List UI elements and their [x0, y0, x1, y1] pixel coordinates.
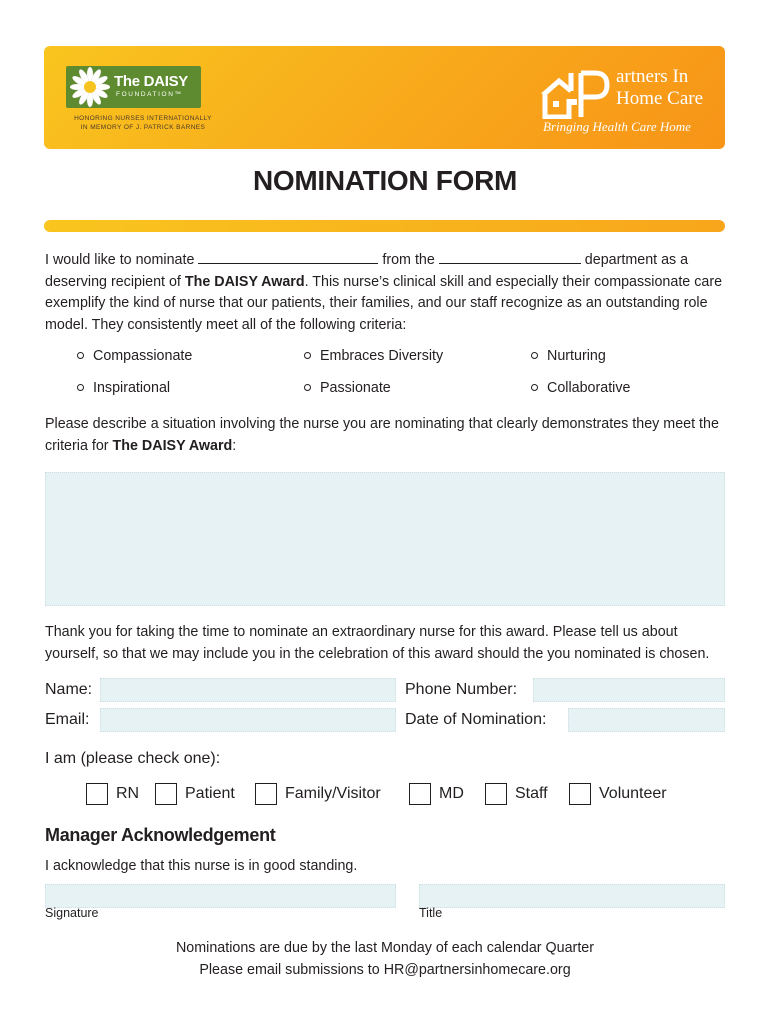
daisy-flower-icon [70, 67, 110, 107]
bullet-icon [531, 352, 538, 359]
intro-line2-suffix: . This nurse’s clinical skill and especially their compassionate care [304, 273, 723, 290]
role-label: Patient [185, 785, 235, 802]
criteria-label: Nurturing [547, 348, 606, 364]
criteria-label: Compassionate [93, 348, 193, 364]
title-field[interactable] [419, 884, 725, 908]
intro-text-1: I would like to nominate [45, 252, 195, 268]
daisy-logo-sub: FOUNDATION™ [116, 91, 183, 98]
thanks-paragraph [45, 622, 735, 665]
role-label: Volunteer [599, 785, 667, 802]
criteria-item [304, 380, 391, 396]
bullet-icon [77, 384, 84, 391]
name-label: Name: [45, 681, 93, 698]
manager-heading: Manager Acknowledgement [45, 825, 276, 845]
intro-line2 [45, 272, 735, 294]
criteria-item [77, 348, 192, 364]
criteria-item [304, 348, 443, 364]
intro-line2-prefix: deserving recipient of [45, 273, 181, 290]
checkbox-icon[interactable] [485, 783, 507, 805]
award-name: The DAISY Award [184, 273, 305, 290]
role-checkbox-patient[interactable] [155, 783, 235, 809]
signature-label: Signature [45, 906, 99, 920]
thanks-line2: yourself, so that we may include you in the celebration of this award should the you nominated is chosen. [45, 645, 710, 662]
thanks-line1: Thank you for taking the time to nominate an extraordinary nurse for this award. Please tell us about [45, 624, 678, 640]
signature-field[interactable] [45, 884, 396, 908]
checkbox-icon[interactable] [409, 783, 431, 805]
header-banner [44, 46, 725, 149]
daisy-tagline-line2: IN MEMORY OF J. PATRICK BARNES [80, 124, 206, 131]
daisy-foundation-logo [66, 66, 201, 108]
describe-line2 [45, 436, 735, 458]
checkbox-icon[interactable] [255, 783, 277, 805]
pihc-logo-line1: artners In [616, 66, 689, 87]
footer-email: Please email submissions to HR@partnersinhomecare.org [199, 962, 571, 978]
bullet-icon [304, 384, 311, 391]
situation-description-textarea[interactable] [45, 472, 725, 606]
checkbox-icon[interactable] [86, 783, 108, 805]
phone-field[interactable] [533, 678, 725, 702]
partners-house-logo-icon [541, 59, 611, 119]
role-checkbox-rn[interactable] [86, 783, 139, 809]
role-label: Staff [515, 785, 548, 802]
criteria-item [77, 380, 170, 396]
intro-line3: exemplify the kind of nurse that our patients, their families, and our staff recognize as an outstanding role [45, 295, 708, 311]
pihc-tagline: Bringing Health Care Home [543, 119, 691, 134]
email-field[interactable] [100, 708, 396, 732]
bullet-icon [77, 352, 84, 359]
phone-label: Phone Number: [405, 681, 518, 698]
checkbox-icon[interactable] [155, 783, 177, 805]
criteria-item [531, 380, 630, 396]
role-checkbox-volunteer[interactable] [569, 783, 667, 809]
iam-label: I am (please check one): [45, 750, 221, 767]
describe-line2-prefix: criteria for [45, 437, 109, 454]
department-blank[interactable] [439, 250, 581, 264]
role-checkbox-family-visitor[interactable] [255, 783, 381, 809]
bullet-icon [531, 384, 538, 391]
criteria-label: Collaborative [547, 380, 631, 396]
daisy-logo-name: The DAISY [114, 73, 188, 90]
pihc-logo-line2: Home Care [616, 88, 704, 109]
role-checkbox-staff[interactable] [485, 783, 548, 809]
intro-text-3: department as a [584, 252, 689, 268]
describe-line1: Please describe a situation involving the nurse you are nominating that clearly demonstrates they meet the [45, 416, 719, 432]
daisy-tagline [68, 114, 218, 132]
role-label: Family/Visitor [285, 785, 381, 802]
email-label: Email: [45, 711, 90, 728]
intro-line4: model. They consistently meet all of the following criteria: [45, 316, 407, 333]
name-field[interactable] [100, 678, 396, 702]
criteria-item [531, 348, 606, 364]
bullet-icon [304, 352, 311, 359]
daisy-tagline-line1: HONORING NURSES INTERNATIONALLY [74, 115, 212, 122]
intro-line1 [45, 250, 735, 272]
checkbox-icon[interactable] [569, 783, 591, 805]
nominee-name-blank[interactable] [198, 250, 378, 264]
title-divider [44, 220, 725, 232]
date-field[interactable] [568, 708, 725, 732]
page-title: NOMINATION FORM [252, 165, 518, 196]
role-label: RN [116, 785, 140, 802]
title-label: Title [419, 906, 443, 920]
award-name: The DAISY Award [112, 437, 233, 454]
date-label: Date of Nomination: [405, 711, 547, 728]
role-checkbox-md[interactable] [409, 783, 464, 809]
describe-line2-suffix: : [232, 437, 237, 454]
intro-text-2: from the [382, 252, 435, 268]
footer-deadline: Nominations are due by the last Monday of each calendar Quarter [175, 940, 595, 956]
manager-statement: I acknowledge that this nurse is in good standing. [45, 858, 358, 874]
criteria-label: Passionate [320, 380, 391, 396]
criteria-label: Embraces Diversity [320, 348, 444, 364]
criteria-label: Inspirational [93, 380, 171, 396]
describe-paragraph [45, 414, 735, 457]
intro-paragraph [45, 250, 735, 336]
role-label: MD [439, 785, 464, 802]
